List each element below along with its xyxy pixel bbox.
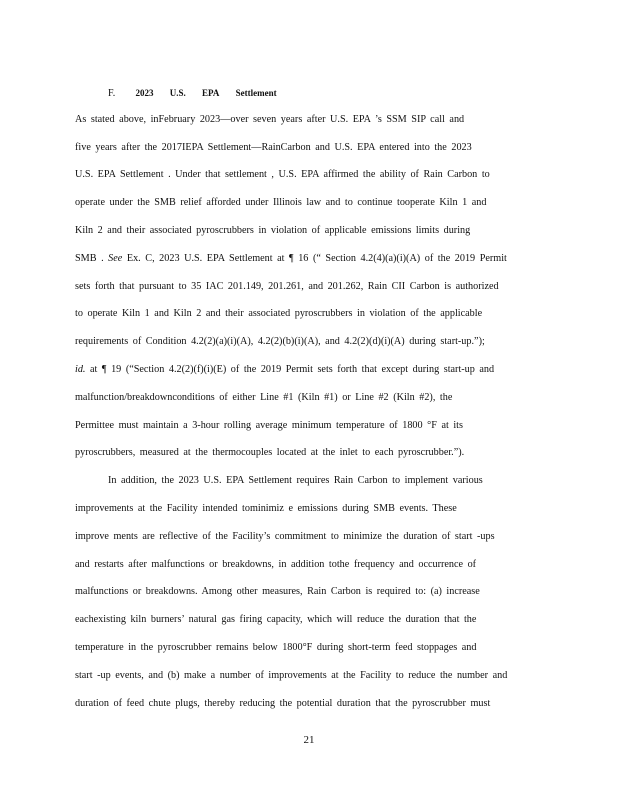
body-line-9: requirements of Condition 4.2(2)(a)(i)(A), 4.2(2)(b)(i)(A), and 4.2(2)(d)(i)(A) during start-up.”); (75, 336, 485, 347)
body-line-4: operate under the SMB relief afforded under Illinois law and to continue tooperate Kiln 1 and (75, 197, 487, 208)
body-line-14: In addition, the 2023 U.S. EPA Settlement requires Rain Carbon to implement various (108, 475, 483, 486)
body-line-17: and restarts after malfunctions or breakdowns, in addition tothe frequency and occurrence of (75, 559, 477, 570)
page-number: 21 (303, 734, 315, 746)
section-heading (108, 88, 291, 99)
body-line-21: start -up events, and (b) make a number of improvements at the Facility to reduce the number and (75, 670, 508, 681)
body-line-6: SMB . See Ex. C, 2023 U.S. EPA Settlement at ¶ 16 (“ Section 4.2(4)(a)(i)(A) of the 2019 Permit (75, 253, 507, 264)
body-line-20: temperature in the pyroscrubber remains below 1800°F during short-term feed stoppages and (75, 642, 477, 653)
body-line-11: malfunction/breakdownconditions of either Line #1 (Kiln #1) or Line #2 (Kiln #2), the (75, 392, 453, 403)
body-line-22: duration of feed chute plugs, thereby reducing the potential duration that the pyroscrubber must (75, 698, 491, 709)
body-line-13: pyroscrubbers, measured at the thermocouples located at the inlet to each pyroscrubber.”). (75, 447, 465, 458)
heading-word-us: U.S. (169, 88, 186, 98)
body-line-19: eachexisting kiln burners’ natural gas firing capacity, which will reduce the duration that the (75, 614, 477, 625)
body-line-2: five years after the 2017IEPA Settlement—RainCarbon and U.S. EPA entered into the 2023 (75, 142, 472, 153)
body-line-5: Kiln 2 and their associated pyroscrubbers in violation of applicable emissions limits during (75, 225, 471, 236)
body-line-7: sets forth that pursuant to 35 IAC 201.149, 201.261, and 201.262, Rain CII Carbon is authorized (75, 281, 499, 292)
heading-word-year: 2023 (135, 88, 154, 98)
body-line-10: id. at ¶ 19 (“Section 4.2(2)(f)(i)(E) of the 2019 Permit sets forth that except during start-up and (75, 364, 495, 375)
heading-word-epa: EPA (202, 88, 220, 98)
body-line-8: to operate Kiln 1 and Kiln 2 and their associated pyroscrubbers in violation of the applicable (75, 308, 483, 319)
body-line-1: As stated above, inFebruary 2023—over seven years after U.S. EPA ’s SSM SIP call and (75, 114, 465, 125)
heading-word-settlement: Settlement (235, 88, 277, 98)
body-line-18: malfunctions or breakdowns. Among other measures, Rain Carbon is required to: (a) increase (75, 586, 480, 597)
body-line-16: improve ments are reflective of the Facility’s commitment to minimize the duration of start -ups (75, 531, 495, 542)
section-letter: F. (108, 88, 116, 99)
body-line-15: improvements at the Facility intended tominimiz e emissions during SMB events. These (75, 503, 457, 514)
body-line-3: U.S. EPA Settlement . Under that settlement , U.S. EPA affirmed the ability of Rain Carbon to (75, 169, 490, 180)
body-line-12: Permittee must maintain a 3-hour rolling average minimum temperature of 1800 °F at its (75, 420, 463, 431)
